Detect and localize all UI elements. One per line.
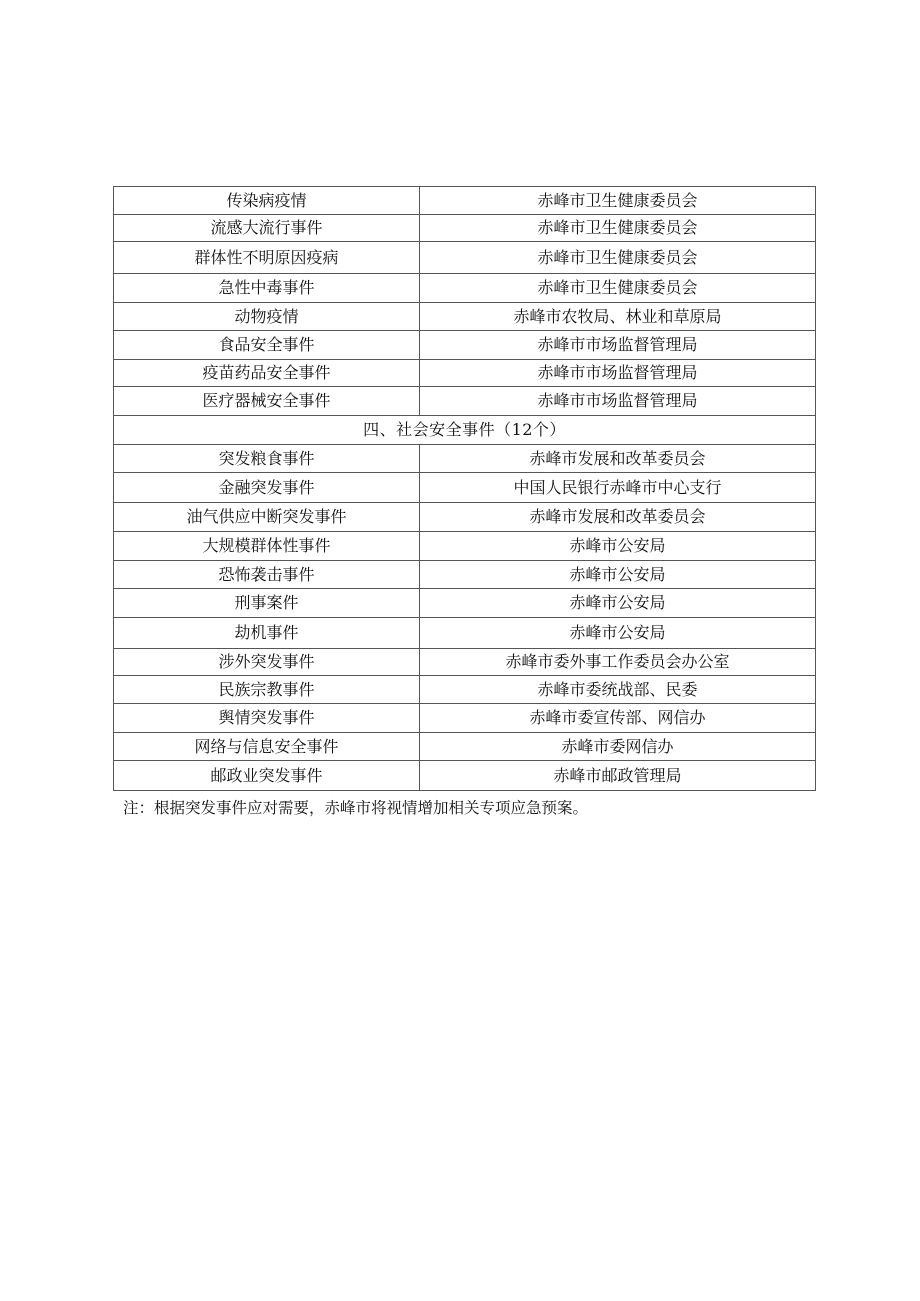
table-row (114, 561, 816, 589)
department-cell: 赤峰市农牧局、林业和草原局 (420, 303, 816, 331)
table-row (114, 242, 816, 274)
department-cell: 赤峰市公安局 (420, 618, 816, 649)
department-cell: 赤峰市卫生健康委员会 (420, 187, 816, 215)
department-cell: 赤峰市市场监督管理局 (420, 360, 816, 387)
department-cell: 赤峰市发展和改革委员会 (420, 445, 816, 473)
table-row (114, 618, 816, 649)
event-cell: 民族宗教事件 (114, 676, 420, 704)
table-row (114, 649, 816, 676)
event-cell: 群体性不明原因疫病 (114, 242, 420, 274)
table-row (114, 532, 816, 561)
table-row (114, 187, 816, 215)
department-cell: 赤峰市委宣传部、网信办 (420, 704, 816, 733)
event-cell: 急性中毒事件 (114, 274, 420, 303)
department-cell: 赤峰市公安局 (420, 561, 816, 589)
department-cell: 赤峰市卫生健康委员会 (420, 274, 816, 303)
event-cell: 恐怖袭击事件 (114, 561, 420, 589)
table-row (114, 473, 816, 503)
event-cell: 突发粮食事件 (114, 445, 420, 473)
department-cell: 赤峰市市场监督管理局 (420, 331, 816, 360)
department-cell: 赤峰市卫生健康委员会 (420, 242, 816, 274)
footnote: 注：根据突发事件应对需要，赤峰市将视情增加相关专项应急预案。 (123, 799, 589, 817)
table-row (114, 445, 816, 473)
table-row (114, 676, 816, 704)
department-cell: 赤峰市发展和改革委员会 (420, 503, 816, 532)
event-cell: 食品安全事件 (114, 331, 420, 360)
department-cell: 赤峰市公安局 (420, 589, 816, 618)
table-row (114, 761, 816, 791)
event-cell: 舆情突发事件 (114, 704, 420, 733)
event-cell: 流感大流行事件 (114, 215, 420, 242)
event-cell: 劫机事件 (114, 618, 420, 649)
event-cell: 油气供应中断突发事件 (114, 503, 420, 532)
plan-table (113, 186, 816, 791)
plan-table-body (114, 187, 816, 791)
table-row (114, 589, 816, 618)
event-cell: 网络与信息安全事件 (114, 733, 420, 761)
section-row (114, 416, 816, 445)
department-cell: 赤峰市委外事工作委员会办公室 (420, 649, 816, 676)
event-cell: 传染病疫情 (114, 187, 420, 215)
department-cell: 赤峰市市场监督管理局 (420, 387, 816, 416)
event-cell: 医疗器械安全事件 (114, 387, 420, 416)
event-cell: 大规模群体性事件 (114, 532, 420, 561)
table-row (114, 303, 816, 331)
event-cell: 疫苗药品安全事件 (114, 360, 420, 387)
department-cell: 赤峰市公安局 (420, 532, 816, 561)
table-row (114, 274, 816, 303)
event-cell: 刑事案件 (114, 589, 420, 618)
department-cell: 赤峰市卫生健康委员会 (420, 215, 816, 242)
table-row (114, 331, 816, 360)
event-cell: 邮政业突发事件 (114, 761, 420, 791)
table-row (114, 733, 816, 761)
table-row (114, 215, 816, 242)
department-cell: 赤峰市委统战部、民委 (420, 676, 816, 704)
event-cell: 涉外突发事件 (114, 649, 420, 676)
event-cell: 动物疫情 (114, 303, 420, 331)
table-row (114, 360, 816, 387)
table-row (114, 387, 816, 416)
table-row (114, 704, 816, 733)
event-cell: 金融突发事件 (114, 473, 420, 503)
section-title: 四、社会安全事件（12个） (114, 416, 816, 445)
department-cell: 赤峰市委网信办 (420, 733, 816, 761)
table-row (114, 503, 816, 532)
department-cell: 赤峰市邮政管理局 (420, 761, 816, 791)
department-cell: 中国人民银行赤峰市中心支行 (420, 473, 816, 503)
